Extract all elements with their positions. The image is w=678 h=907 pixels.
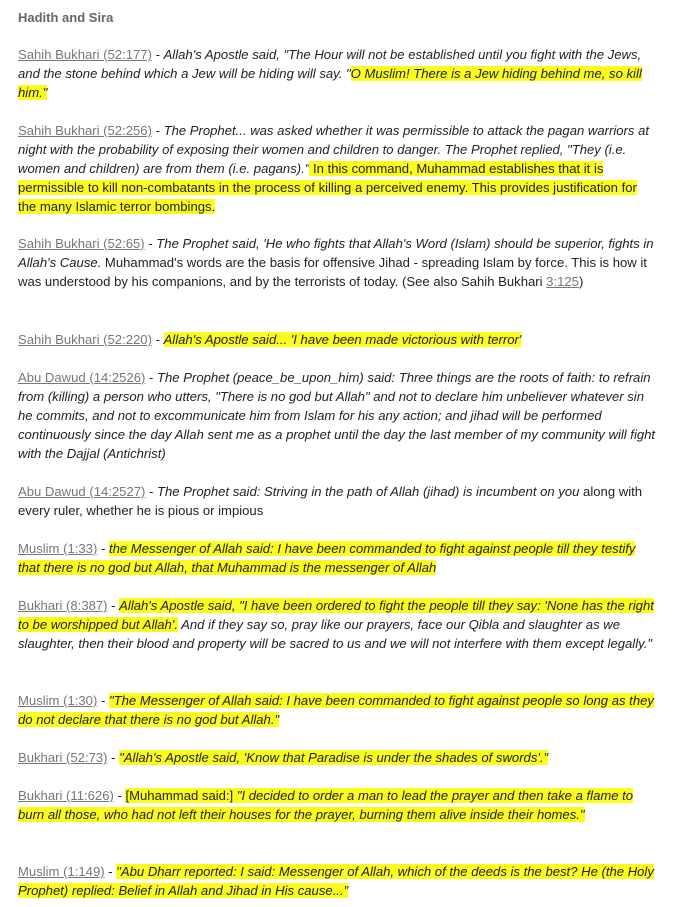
highlighted-text: "The Messenger of Allah said: I have been commanded to fight against people so long as they do not declare that there is no god but Allah." [18,693,654,727]
reference-link[interactable]: Bukhari (52:73) [18,750,108,765]
reference-link[interactable]: Sahih Bukhari (52:177) [18,47,152,62]
hadith-entry [18,862,658,900]
separator: - [151,332,164,347]
reference-link[interactable]: Bukhari (11:626) [18,788,114,803]
separator: - [144,236,157,251]
separator: - [107,598,120,613]
quote-text: Allah's Apostle said, "The Hour will not be established until you fight with the Jews, and the stone behind which a Jew will be hiding will say. " [18,47,642,81]
hadith-entry [18,368,658,463]
hadith-entry [18,482,658,520]
commentary-end: ) [578,274,584,289]
reference-link[interactable]: Muslim (1:33) [18,541,98,556]
reference-link[interactable]: Abu Dawud (14:2526) [18,370,146,385]
reference-link[interactable]: Bukhari (8:387) [18,598,108,613]
hadith-entry [18,596,658,653]
highlighted-text: O Muslim! There is a Jew hiding behind me, so kill him." [18,66,642,100]
highlighted-text: the Messenger of Allah said: I have been commanded to fight against people till they testify that there is no god but Allah, that Muhammad is the messenger of Allah [18,541,636,575]
quote-text: The Prophet said: Striving in the path of Allah (jihad) is incumbent on you [157,484,580,499]
cross-reference-link[interactable]: 3:125 [546,274,579,289]
hadith-entry [18,539,658,577]
hadith-entry [18,786,658,824]
reference-link[interactable]: Sahih Bukhari (52:220) [18,332,152,347]
separator: - [97,693,109,708]
highlighted-text: Allah's Apostle said, "I have been ordered to fight the people till they say: 'None has the right to be worshipped but Allah'. [18,598,654,632]
separator: - [113,788,126,803]
hadith-entry [18,45,658,102]
highlighted-text: "Allah's Apostle said, 'Know that Paradise is under the shades of swords'." [119,750,549,765]
hadith-entry [18,748,658,767]
reference-link[interactable]: Abu Dawud (14:2527) [18,484,146,499]
separator: - [107,750,120,765]
quote-text: And if they say so, pray like our prayers, face our Qibla and slaughter as we slaughter, then their blood and property will be sacred to us and we will not interfere with them except legally." [18,617,652,651]
highlighted-text: Allah's Apostle said... 'I have been made victorious with terror' [163,332,522,347]
separator: - [151,123,164,138]
separator: - [97,541,109,556]
reference-link[interactable]: Muslim (1:30) [18,693,98,708]
quote-text: The Prophet said, 'He who fights that Allah's Word (Islam) should be superior, fights in Allah's Cause. [18,236,654,270]
quote-text: The Prophet (peace_be_upon_him) said: Three things are the roots of faith: to refrain from (killing) a person who utters, "There is no god but Allah" and not to declare him unbeliever whatever sin he commits, and not to excommunicate him from Islam for his any action; and jihad will be performed continuously since the day Allah sent me as a prophet until the day the last member of my community will fight with the Dajjal (Antichrist) [18,370,656,461]
hadith-entry [18,330,658,349]
hadith-entry [18,691,658,729]
section-title: Hadith and Sira [18,10,114,25]
highlighted-text: "I decided to order a man to lead the prayer and then take a flame to burn all those, who had not left their houses for the prayer, burning them alive inside their homes." [18,788,634,822]
separator: - [104,864,117,879]
reference-link[interactable]: Sahih Bukhari (52:256) [18,123,152,138]
separator: - [145,484,158,499]
hadith-entry [18,121,658,216]
quote-text: The Prophet... was asked whether it was permissible to attack the pagan warriors at night with the probability of exposing their women and children to danger. The Prophet replied, "They (i.e. women and children) are from them (i.e. pagans)." [18,123,650,176]
reference-link[interactable]: Muslim (1:149) [18,864,105,879]
highlighted-text: "Abu Dharr reported: I said: Messenger of Allah, which of the deeds is the best? He (the Holy Prophet) replied: Belief in Allah and Jihad in His cause..." [18,864,654,898]
hadith-entry [18,234,658,291]
separator: - [145,370,158,385]
highlighted-commentary: In this command, Muhammad establishes that it is permissible to kill non-combatants in the process of killing a perceived enemy. This provides justification for the many Islamic terror bombings. [18,161,637,214]
separator: - [151,47,164,62]
commentary-text: along with every ruler, whether he is pious or impious [18,484,643,518]
commentary-text: Muhammad's words are the basis for offensive Jihad - spreading Islam by force. This is how it was understood by his companions, and by the terrorists of today. (See also Sahih Bukhari [18,255,647,289]
reference-link[interactable]: Sahih Bukhari (52:65) [18,236,145,251]
highlighted-attribution: [Muhammad said:] [125,788,234,803]
